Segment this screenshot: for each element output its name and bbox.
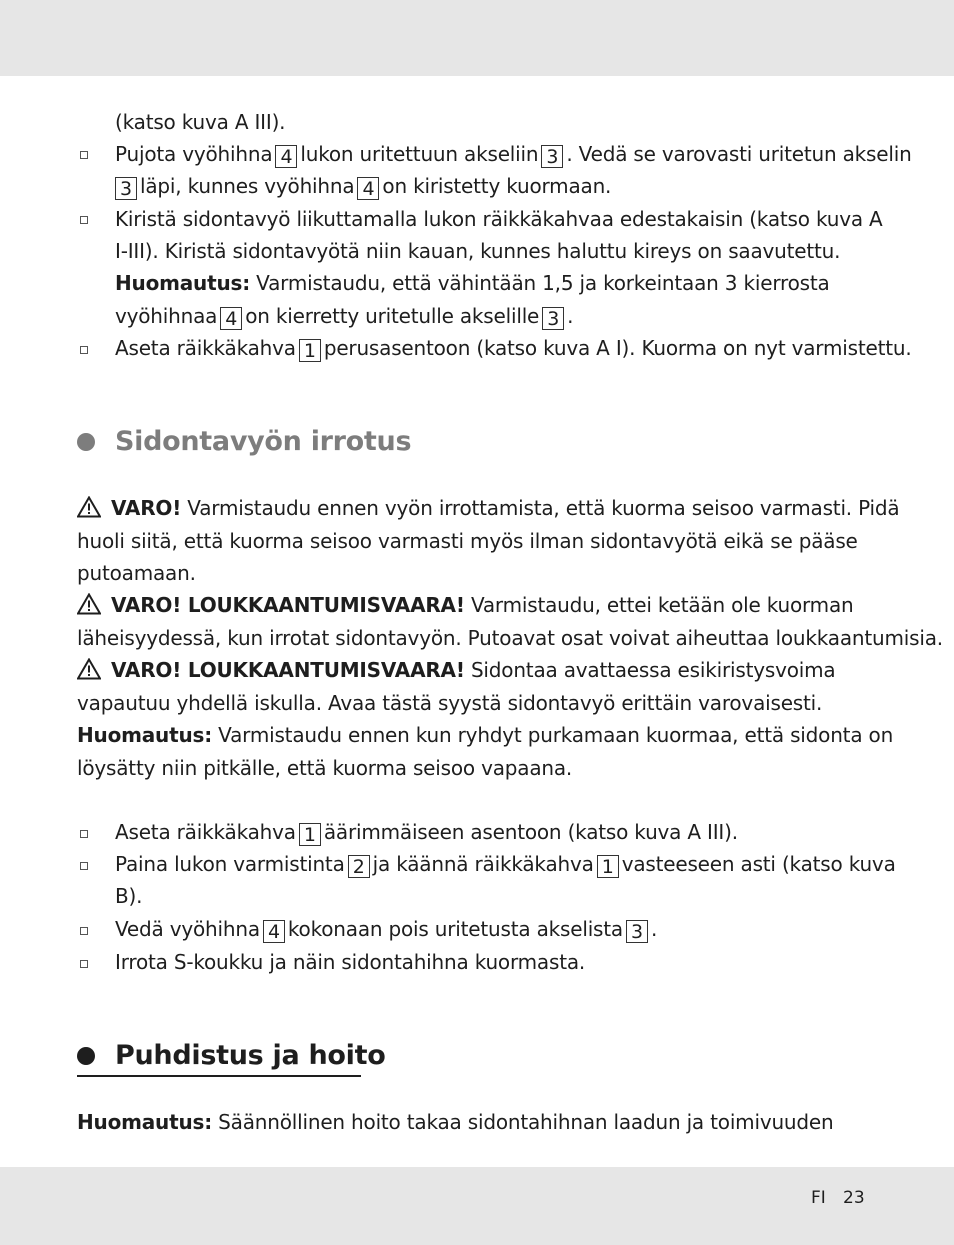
warning-line: VARO! LOUKKAANTUMISVAARA! Sidontaa avattaessa esikiristysvoima [77, 655, 835, 685]
ref-box: 2 [348, 855, 370, 878]
warning-icon [77, 658, 101, 680]
list-item: Aseta räikkäkahva 1 äärimmäiseen asentoon (katso kuva A III). [115, 820, 738, 846]
list-item-cont: I-III). Kiristä sidontavyötä niin kauan, kunnes haluttu kireys on saavutettu. [115, 239, 841, 263]
list-item: Kiristä sidontavyö liikuttamalla lukon räikkäkahvaa edestakaisin (katso kuva A [115, 207, 883, 231]
list-item-cont: B). [115, 884, 143, 908]
section-title: Puhdistus ja hoito [115, 1040, 386, 1071]
list-item: Vedä vyöhihna 4 kokonaan pois uritetusta akselista 3 . [115, 917, 658, 943]
header-band [0, 0, 954, 76]
checkbox-bullet [80, 346, 88, 354]
section-dot [77, 433, 95, 451]
ref-box: 4 [220, 307, 242, 330]
list-item-cont: 3 läpi, kunnes vyöhihna 4 on kiristetty kuormaan. [112, 171, 611, 201]
ref-box: 1 [299, 339, 321, 362]
list-item: Paina lukon varmistinta 2 ja käännä räikkäkahva 1 vasteeseen asti (katso kuva [115, 852, 896, 878]
checkbox-bullet [80, 830, 88, 838]
section-dot [77, 1047, 95, 1065]
warning-line: putoamaan. [77, 561, 196, 585]
checkbox-bullet [80, 960, 88, 968]
ref-box: 3 [541, 145, 563, 168]
list-item: Irrota S-koukku ja näin sidontahihna kuormasta. [115, 950, 586, 974]
text-line: (katso kuva A III). [115, 110, 286, 134]
ref-box: 1 [299, 823, 321, 846]
checkbox-bullet [80, 216, 88, 224]
warning-line: läheisyydessä, kun irrotat sidontavyön. Putoavat osat voivat aiheuttaa loukkaantumisia. [77, 626, 943, 650]
ref-box: 4 [275, 145, 297, 168]
note-line: Huomautus: Varmistaudu, että vähintään 1,5 ja korkeintaan 3 kierrosta [115, 271, 830, 295]
note-line: löysätty niin pitkälle, että kuorma seisoo vapaana. [77, 756, 573, 780]
checkbox-bullet [80, 927, 88, 935]
checkbox-bullet [80, 151, 88, 159]
warning-line: huoli siitä, että kuorma seisoo varmasti myös ilman sidontavyötä eikä se pääse [77, 529, 858, 553]
footer-language: FI [811, 1188, 826, 1208]
ref-box: 3 [115, 177, 137, 200]
list-item: Aseta räikkäkahva 1 perusasentoon (katso kuva A I). Kuorma on nyt varmistettu. [115, 336, 912, 362]
note-line: vyöhihnaa 4 on kierretty uritetulle akselille 3 . [115, 304, 574, 330]
warning-line: vapautuu yhdellä iskulla. Avaa tästä syystä sidontavyö erittäin varovaisesti. [77, 691, 823, 715]
note-line: Huomautus: Varmistaudu ennen kun ryhdyt purkamaan kuormaa, että sidonta on [77, 723, 894, 747]
ref-box: 3 [626, 920, 648, 943]
warning-line: VARO! LOUKKAANTUMISVAARA! Varmistaudu, ettei ketään ole kuorman [77, 590, 854, 620]
warning-icon [77, 593, 101, 615]
note-line: Huomautus: Säännöllinen hoito takaa sidontahihnan laadun ja toimivuuden [77, 1110, 834, 1134]
warning-icon [77, 496, 101, 518]
section-title: Sidontavyön irrotus [115, 426, 412, 457]
ref-box: 3 [542, 307, 564, 330]
checkbox-bullet [80, 862, 88, 870]
section-underline [77, 1075, 361, 1077]
ref-box: 4 [263, 920, 285, 943]
page-number: 23 [843, 1188, 865, 1208]
ref-box: 1 [597, 855, 619, 878]
list-item: Pujota vyöhihna 4 lukon uritettuun akseliin 3 . Vedä se varovasti uritetun akselin [115, 142, 912, 168]
ref-box: 4 [357, 177, 379, 200]
warning-line: VARO! Varmistaudu ennen vyön irrottamista, että kuorma seisoo varmasti. Pidä [77, 493, 899, 523]
